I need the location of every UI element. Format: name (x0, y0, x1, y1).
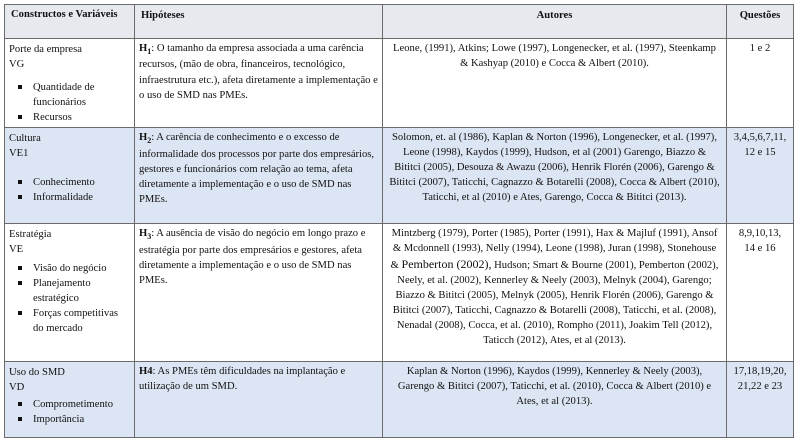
construct-variable: VG (9, 59, 25, 71)
questions-cell: 17,18,19,20, 21,22 e 23 (727, 362, 794, 438)
hypothesis-label: $H_3$ (139, 228, 152, 242)
table-row (5, 128, 794, 224)
construct-item: Visão do negócio (33, 261, 131, 276)
construct-items (9, 80, 131, 125)
header-authors: Autores (383, 5, 727, 39)
construct-item: Informalidade (33, 190, 131, 205)
hypothesis-text: : O tamanho da empresa associada a uma carência recursos, (mão de obra, financeiros, tecnológico, infraestrutura etc.), afeta diretamente a implementação e o uso de SMD nas PMEs. (139, 43, 378, 101)
authors-cell: Mintzberg (1979), Porter (1985), Porter (1991), Hax & Majluf (1991), Ansof & Mcdonnell (1993), Nelly (1994), Leone (1998), Juran (1998), Stonehouse & Pemberton (2002), Hudson; Smart & Bourne (2001), Pemberton (2002), Neely, et al. (2002), Kennerley & Neely (2003), Melnyk (2004), Garengo; Biazzo & Bititci (2005), Melnyk (2005), Henrik Florén (2006), Garengo & Bititci (2007), Taticchi, Cagnazzo & Botarelli (2008), Taticchi, et al. (2008), Nenadal (2008), Cocca, et al. (2010), Rompho (2011), Joakim Tell (2012), Taticch (2012), Ates, et al (2013). (383, 224, 727, 362)
construct-item: Quantidade de funcionários (33, 80, 131, 110)
header-questions: Questões (727, 5, 794, 39)
construct-cell (5, 362, 135, 438)
construct-item: Conhecimento (33, 175, 131, 190)
hypothesis-label: H4 (139, 366, 153, 378)
questions-cell: 3,4,5,6,7,11, 12 e 15 (727, 128, 794, 224)
header-hypotheses: Hipóteses (135, 5, 383, 39)
construct-items (9, 175, 131, 205)
construct-name: Cultura (9, 133, 41, 145)
construct-item: Importância (33, 412, 131, 427)
hypothesis-text: : A ausência de visão do negócio em longo prazo e estratégia por parte dos empresários e gestores, afeta diretamente a implementação e o uso de SMD nas PMEs. (139, 228, 366, 286)
questions-cell: 8,9,10,13, 14 e 16 (727, 224, 794, 362)
header-row (5, 5, 794, 39)
hypothesis-text: : As PMEs têm dificuldades na implantação e utilização de um SMD. (139, 366, 346, 393)
authors-cell: Kaplan & Norton (1996), Kaydos (1999), Kennerley & Neely (2003), Garengo & Bititci (2007), Taticchi, et al. (2010), Cocca & Albert (2010) e Ates, et al (2013). (383, 362, 727, 438)
hypothesis-cell (135, 362, 383, 438)
constructs-table (4, 4, 794, 438)
construct-name: Porte da empresa (9, 44, 82, 55)
hypothesis-cell (135, 224, 383, 362)
construct-item: Forças competitivas do mercado (33, 306, 131, 336)
table-row (5, 362, 794, 438)
construct-items (9, 397, 131, 427)
authors-cell: Solomon, et. al (1986), Kaplan & Norton (1996), Longenecker, et al. (1997), Leone (1998), Kaydos (1999), Hudson, et al (2001) Garengo, Biazzo & Bititci (2005), Desouza & Awazu (2006), Henrik Florén (2006), Garengo & Bititci (2007), Taticchi, Cagnazzo & Botarelli (2008), Cocca & Albert (2010), Taticchi, et al (2010) e Ates, Garengo, Cocca & Bititci (2013). (383, 128, 727, 224)
hypothesis-cell (135, 39, 383, 128)
hypothesis-cell (135, 128, 383, 224)
hypothesis-label: $H_1$ (139, 43, 152, 57)
hypothesis-label: $H_2$ (139, 132, 152, 146)
construct-cell (5, 128, 135, 224)
table-row (5, 224, 794, 362)
construct-variable: VD (9, 382, 25, 394)
construct-cell (5, 39, 135, 128)
construct-item: Comprometimento (33, 397, 131, 412)
construct-variable: VE (9, 244, 24, 256)
table-row (5, 39, 794, 128)
header-constructs: Constructos e Variáveis (5, 5, 135, 39)
construct-items (9, 261, 131, 336)
questions-cell: 1 e 2 (727, 39, 794, 128)
construct-variable: VE1 (9, 148, 29, 160)
hypothesis-text: : A carência de conhecimento e o excesso de informalidade dos processos por parte dos empresários, gestores e funcionários com relação ao tema, afeta diretamente a implementação e o uso de SMD nas PMEs. (139, 132, 375, 205)
construct-item: Recursos (33, 110, 131, 125)
construct-cell (5, 224, 135, 362)
construct-name: Estratégia (9, 229, 52, 241)
construct-name: Uso do SMD (9, 367, 65, 379)
construct-item: Planejamento estratégico (33, 276, 131, 306)
authors-cell: Leone, (1991), Atkins; Lowe (1997), Longenecker, et al. (1997), Steenkamp & Kashyap (2010) e Cocca & Albert (2010). (383, 39, 727, 128)
